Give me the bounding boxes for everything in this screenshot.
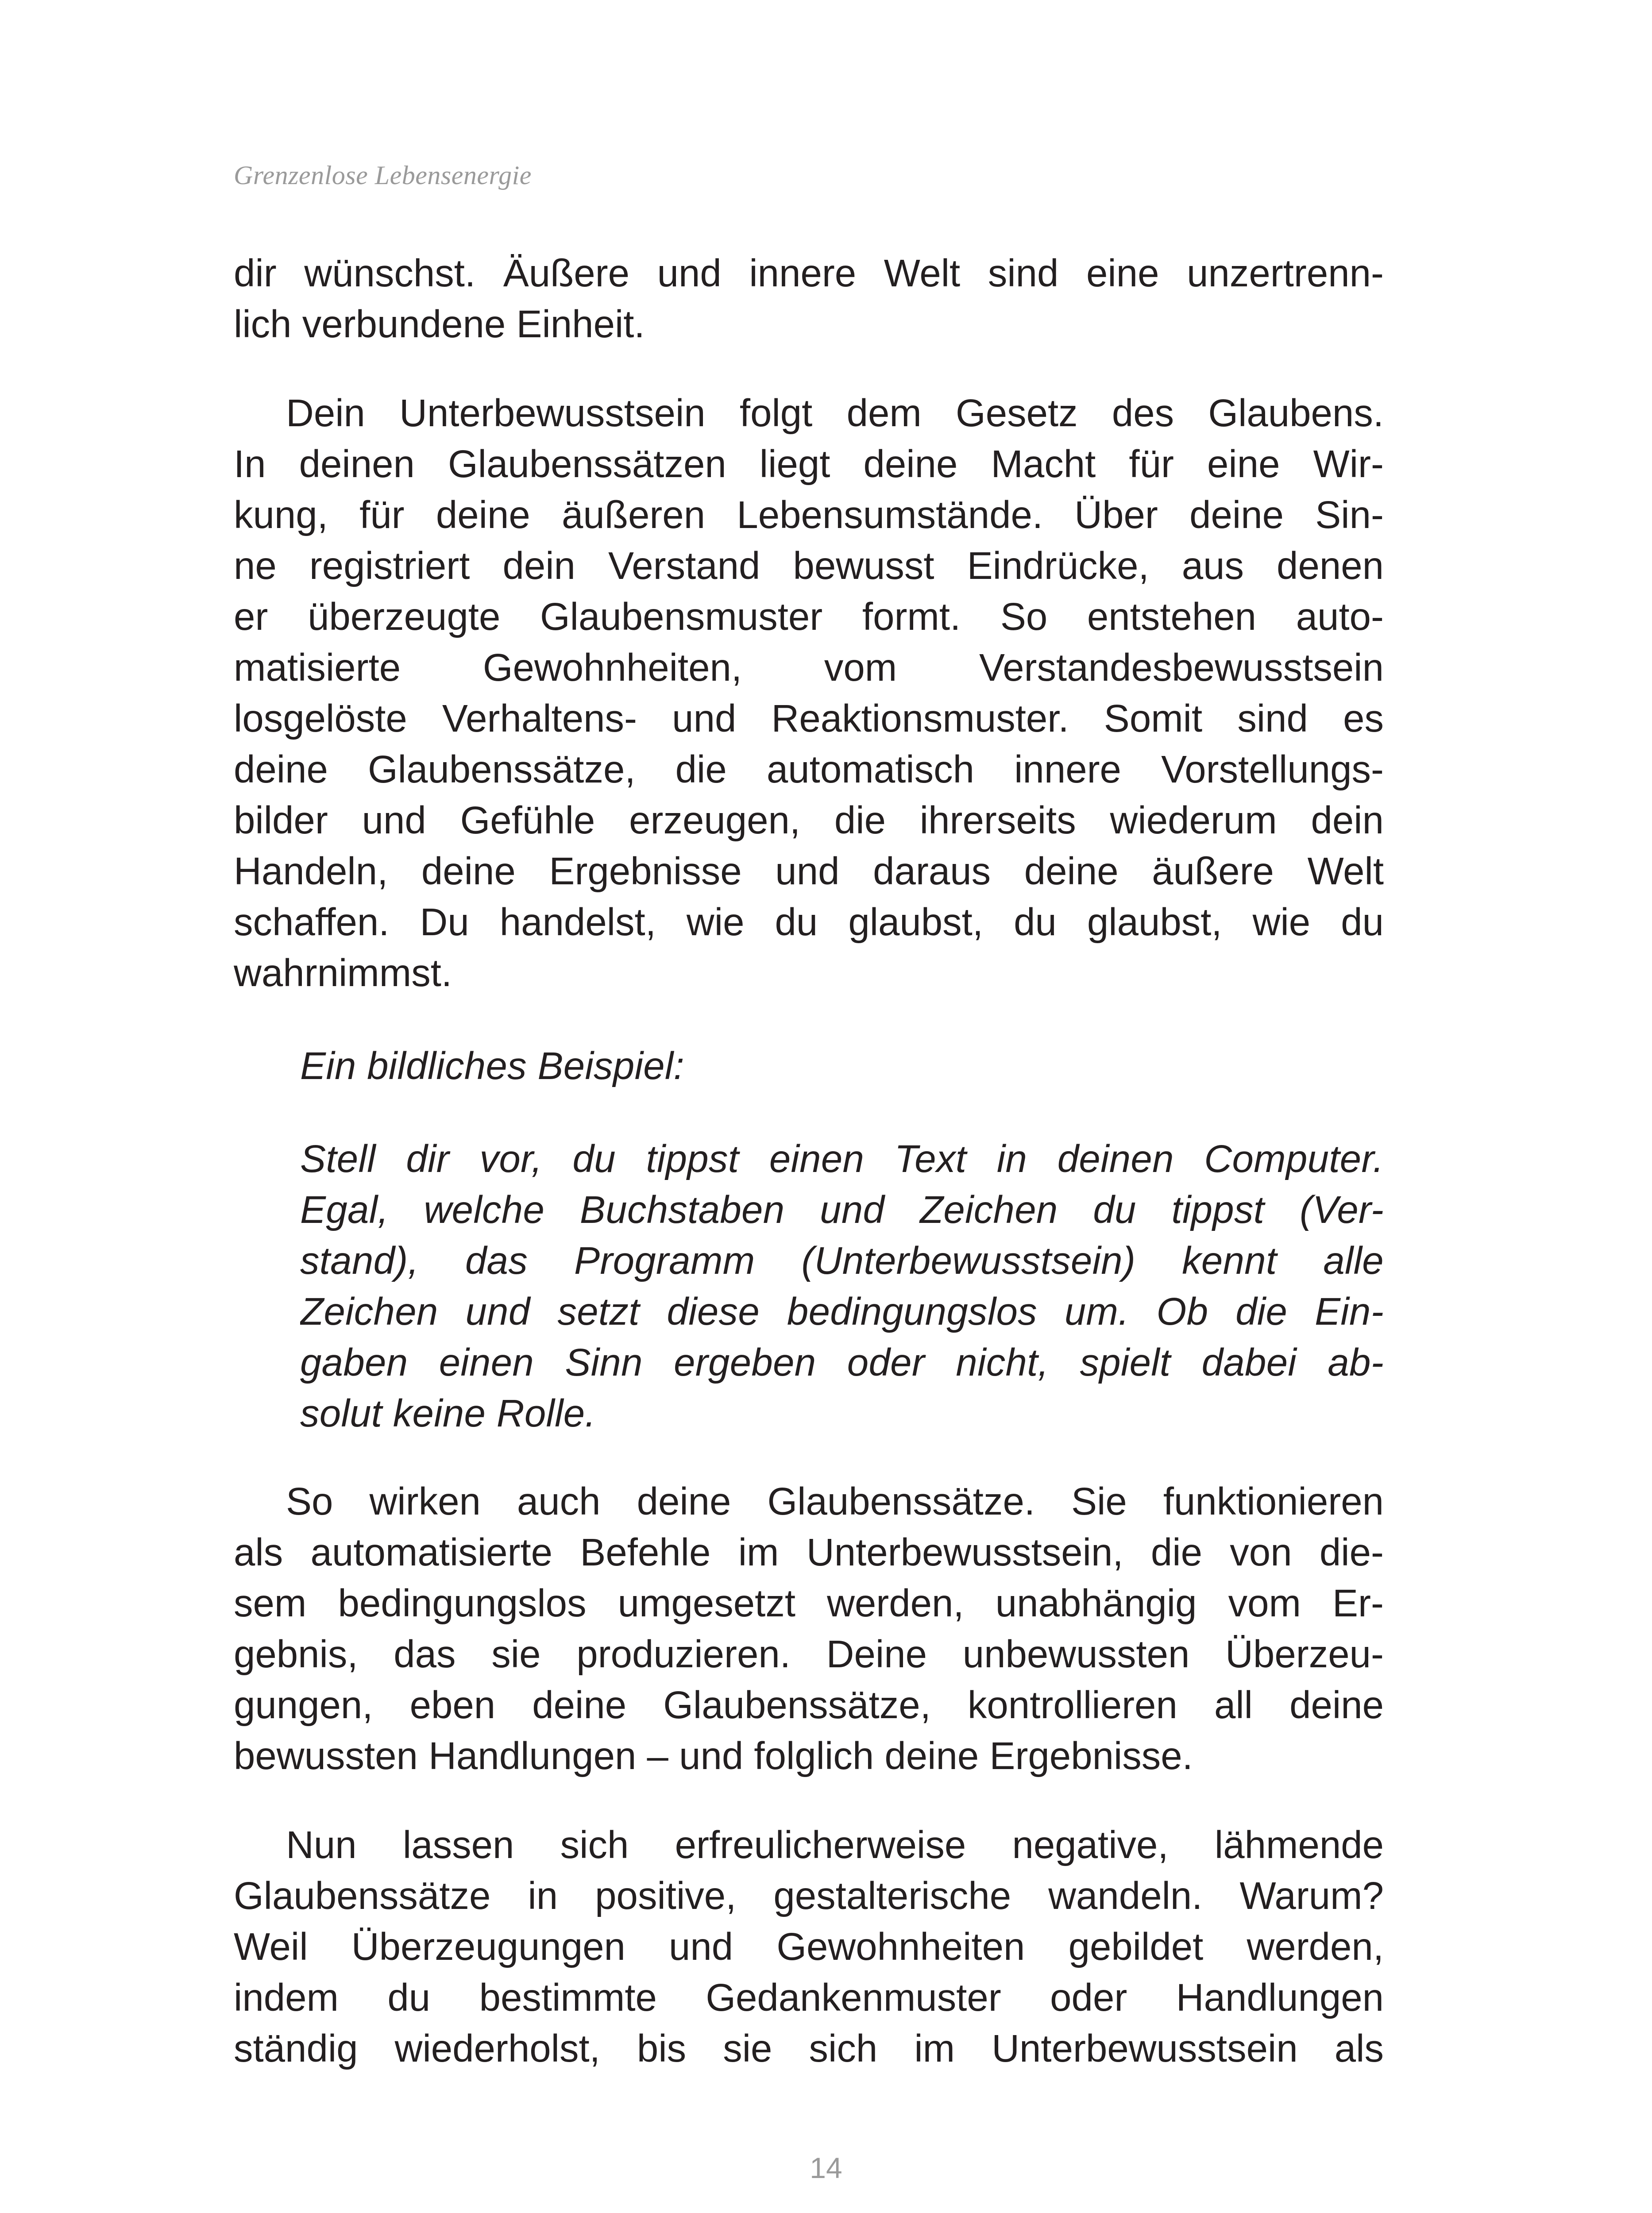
text-line: Stell dir vor, du tippst einen Text in deinen Computer.: [300, 1137, 1384, 1180]
text-line: dir wünschst. Äußere und innere Welt sind eine unzertrenn-: [234, 252, 1384, 295]
text-line: Handeln, deine Ergebnisse und daraus deine äußere Welt: [234, 850, 1384, 893]
text-line: stand), das Programm (Unterbewusstsein) kennt alle: [300, 1239, 1384, 1282]
example-block: [234, 1041, 1384, 1439]
paragraph: [234, 1476, 1384, 1781]
paragraph: [234, 388, 1384, 999]
text-line: indem du bestimmte Gedankenmuster oder Handlungen: [234, 1976, 1384, 2019]
text-line: schaffen. Du handelst, wie du glaubst, du glaubst, wie du: [234, 901, 1384, 944]
text-line: wahrnimmst.: [234, 952, 452, 995]
page-number: 14: [810, 2151, 842, 2184]
text-line: ständig wiederholst, bis sie sich im Unterbewusstsein als: [234, 2027, 1384, 2070]
paragraph: [234, 1820, 1384, 2074]
text-line: kung, für deine äußeren Lebensumstände. Über deine Sin-: [234, 493, 1384, 536]
body-text: [234, 248, 1384, 2074]
text-line: So wirken auch deine Glaubenssätze. Sie funktionieren: [286, 1480, 1384, 1523]
text-line: gebnis, das sie produzieren. Deine unbewussten Überzeu-: [234, 1633, 1384, 1676]
text-line: Nun lassen sich erfreulicherweise negative, lähmende: [286, 1824, 1384, 1866]
paragraph-continuation: [234, 248, 1384, 350]
example-heading: Ein bildliches Beispiel:: [300, 1045, 684, 1087]
text-line: losgelöste Verhaltens- und Reaktionsmuster. Somit sind es: [234, 697, 1384, 740]
text-line: Zeichen und setzt diese bedingungslos um. Ob die Ein-: [300, 1290, 1384, 1333]
running-header: Grenzenlose Lebensenergie: [234, 161, 532, 190]
text-line: Weil Überzeugungen und Gewohnheiten gebildet werden,: [234, 1925, 1384, 1968]
text-line: als automatisierte Befehle im Unterbewusstsein, die von die-: [234, 1531, 1384, 1574]
text-line: deine Glaubenssätze, die automatisch innere Vorstellungs-: [234, 748, 1384, 791]
text-line: solut keine Rolle.: [300, 1392, 596, 1435]
text-line: er überzeugte Glaubensmuster formt. So entstehen auto-: [234, 595, 1384, 638]
text-line: Glaubenssätze in positive, gestalterische wandeln. Warum?: [234, 1874, 1384, 1917]
text-line: gaben einen Sinn ergeben oder nicht, spielt dabei ab-: [300, 1341, 1384, 1384]
text-line: bewussten Handlungen – und folglich deine Ergebnisse.: [234, 1735, 1193, 1777]
text-line: ne registriert dein Verstand bewusst Eindrücke, aus denen: [234, 544, 1384, 587]
text-line: bilder und Gefühle erzeugen, die ihrerseits wiederum dein: [234, 799, 1384, 842]
text-line: Dein Unterbewusstsein folgt dem Gesetz des Glaubens.: [286, 392, 1384, 435]
text-line: gungen, eben deine Glaubenssätze, kontrollieren all deine: [234, 1684, 1384, 1727]
text-line: sem bedingungslos umgesetzt werden, unabhängig vom Er-: [234, 1582, 1384, 1625]
text-line: lich verbundene Einheit.: [234, 303, 645, 346]
text-line: Egal, welche Buchstaben und Zeichen du tippst (Ver-: [300, 1188, 1384, 1231]
example-text: [300, 1133, 1384, 1439]
text-line: matisierte Gewohnheiten, vom Verstandesbewusstsein: [234, 646, 1384, 689]
text-line: In deinen Glaubenssätzen liegt deine Macht für eine Wir-: [234, 443, 1384, 486]
